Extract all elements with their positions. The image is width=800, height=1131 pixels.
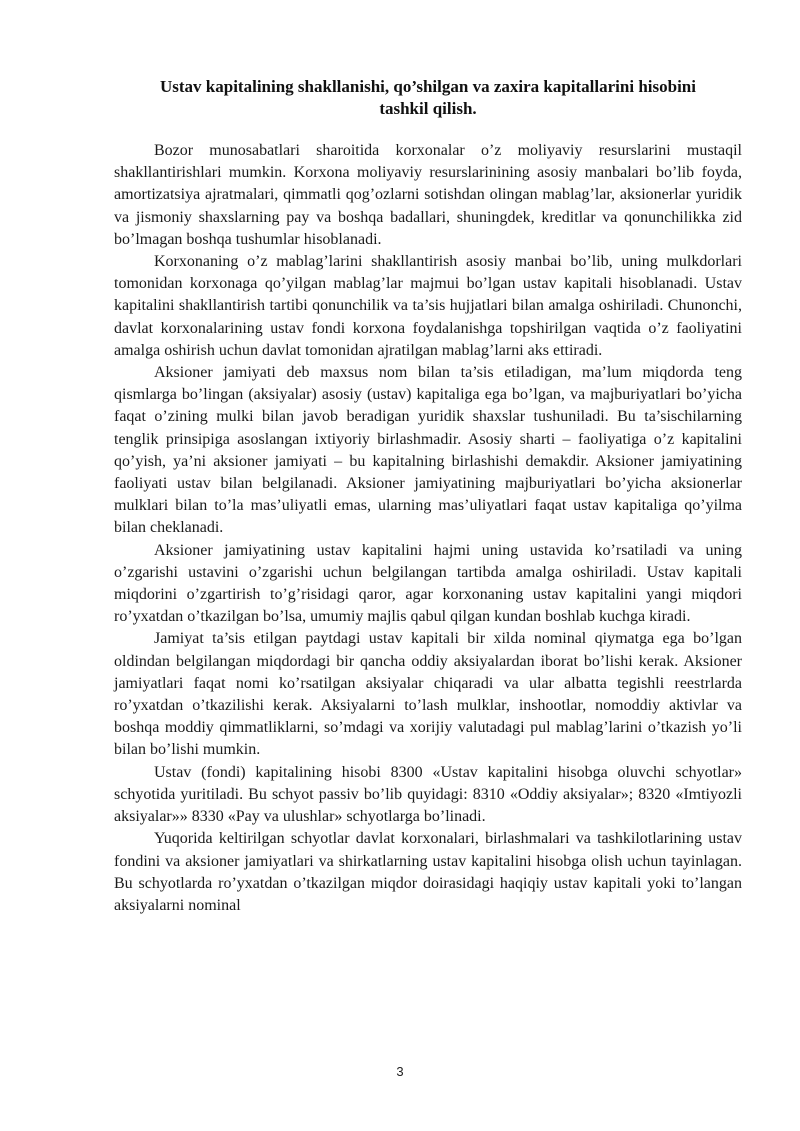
document-page [114, 0, 742, 917]
paragraph: Jamiyat ta’sis etilgan paytdagi ustav kapitali bir xilda nominal qiymatga ega bo’lgan oldindan belgilangan miqdordagi bir qancha oddiy aksiyalardan iborat bo’lishi kerak. Aksioner jamiyatlari faqat nomi ko’rsatilgan aksiyalar chiqaradi va ular albatta tegishli reestrlarda ro’yxatdan o’tkazilishi kerak. Aksiyalarni to’lash mulklar, inshootlar, nomoddiy aktivlar va boshqa moddiy qimmatliklarni, so’mdagi va xorijiy valutadagi pul mablag’larini o’tkazish yo’li bilan bo’lishi mumkin. [114, 630, 742, 759]
paragraph: Aksioner jamiyatining ustav kapitalini hajmi uning ustavida ko’rsatiladi va uning o’zgarishi ustavini o’zgarishi uchun belgilangan tartibda amalga oshiriladi. Ustav kapitali miqdorini o’zgartirish to’g’risidagi qaror, agar korxonaning ustav kapitalini yangi miqdori ro’yxatdan o’tkazilgan bo’lsa, umumiy majlis qabul qilgan kundan boshlab kuchga kiradi. [114, 541, 742, 626]
paragraph: Bozor munosabatlari sharoitida korxonalar o’z moliyaviy resurslarini mustaqil shakllantirishlari mumkin. Korxona moliyaviy resurslarinining asosiy manbalari bo’lib foyda, amortizatsiya ajratmalari, qimmatli qog’ozlarni sotishdan olingan mablag’lar, aksionerlar yuridik va jismoniy shaxslarning pay va boshqa badallari, shuningdek, kreditlar va qonunchilikka zid bo’lmagan boshqa tushumlar hisoblanadi. [114, 142, 742, 248]
page-number: 3 [396, 1064, 404, 1079]
title-line-2: tashkil qilish. [379, 99, 477, 118]
paragraph: Ustav (fondi) kapitalining hisobi 8300 «Ustav kapitalini hisobga oluvchi schyotlar» schyotida yuritiladi. Bu schyot passiv bo’lib quyidagi: 8310 «Oddiy aksiyalar»; 8320 «Imtiyozli aksiyalar»» 8330 «Pay va ulushlar» schyotlarga bo’linadi. [114, 763, 742, 826]
paragraph: Aksioner jamiyati deb maxsus nom bilan ta’sis etiladigan, ma’lum miqdorda teng qismlarga bo’lingan (aksiyalar) asosiy (ustav) kapitaliga ega bo’lgan, va majburiyatlari bo’yicha faqat o’zining mulki bilan javob beradigan yuridik shaxslar tushuniladi. Bu ta’sischilarning tenglik prinsipiga asoslangan ixtiyoriy birlashmadir. Asosiy sharti – faoliyatiga o’z kapitalini qo’yish, ya’ni aksioner jamiyati – bu kapitalning birlashishi demakdir. Aksioner jamiyatining faoliyati ustav bilan belgilanadi. Aksioner jamiyatining majburiyatlari bo’yicha aksionerlar mulklari bilan to’la mas’uliyatli emas, ularning mas’uliyatlari faqat ustav kapitaliga qo’yilma bilan cheklanadi. [114, 364, 742, 537]
paragraph: Yuqorida keltirilgan schyotlar davlat korxonalari, birlashmalari va tashkilotlarining ustav fondini va aksioner jamiyatlari va shirkatlarning ustav kapitalini hisobga olish uchun tayinlagan. Bu schyotlarda ro’yxatdan o’tkazilgan miqdor doirasidagi haqiqiy ustav kapitali yoki to’langan aksiyalarni nominal [114, 830, 742, 914]
title-line-1: Ustav kapitalining shakllanishi, qo’shilgan va zaxira kapitallarini hisobini [160, 77, 696, 96]
page-title [114, 76, 742, 120]
paragraph: Korxonaning o’z mablag’larini shakllantirish asosiy manbai bo’lib, uning mulkdorlari tomonidan korxonaga qo’yilgan mablag’lar majmui bo’lgan ustav kapitali hisoblanadi. Ustav kapitalini shakllantirish tartibi qonunchilik va ta’sis hujjatlari bilan amalga oshiriladi. Chunonchi, davlat korxonalarining ustav fondi korxona foydalanishga topshirilgan vaqtida o’z faoliyatini amalga oshirish uchun davlat tomonidan ajratilgan mablag’larni aks ettiradi. [114, 253, 742, 359]
body-text [114, 140, 742, 917]
